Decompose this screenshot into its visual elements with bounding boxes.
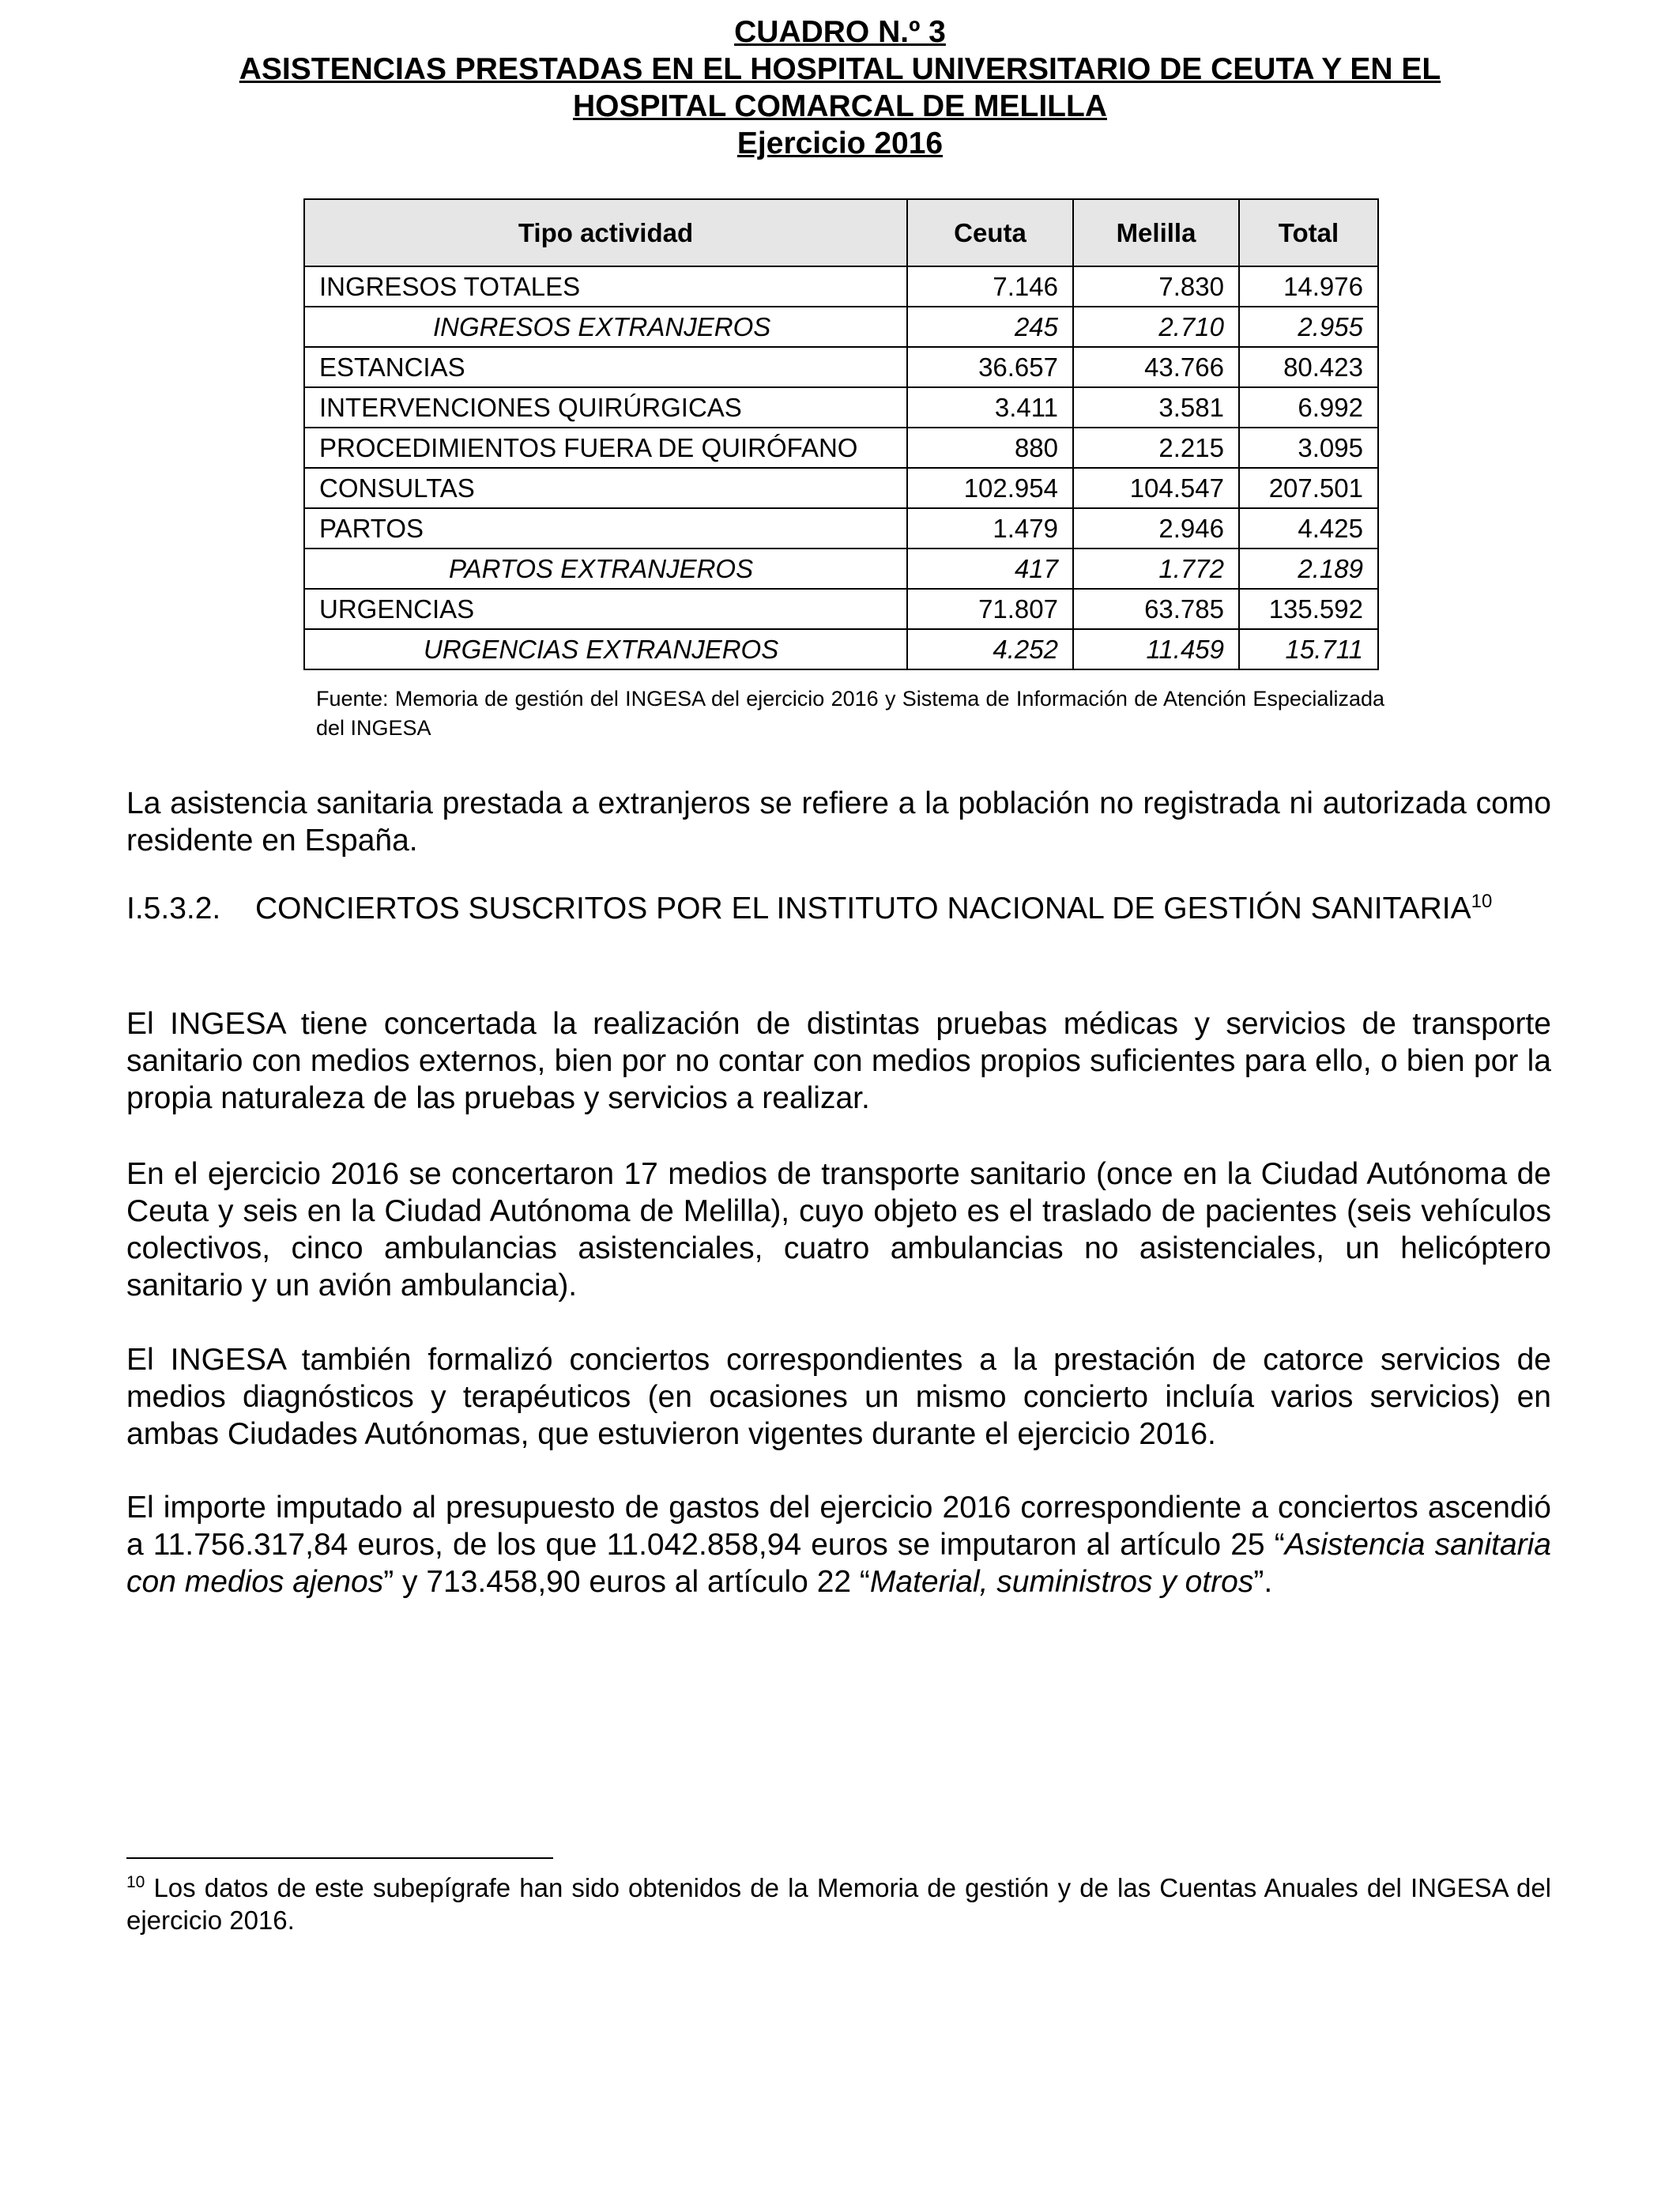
row-label-cell: ESTANCIAS	[304, 347, 907, 387]
table-row	[304, 387, 1378, 428]
row-label-cell: INGRESOS EXTRANJEROS	[304, 307, 907, 347]
row-label-cell: CONSULTAS	[304, 468, 907, 508]
melilla-value-cell: 1.772	[1073, 548, 1239, 589]
row-label-cell: URGENCIAS	[304, 589, 907, 629]
total-value-cell: 4.425	[1239, 508, 1378, 548]
total-value-cell: 2.189	[1239, 548, 1378, 589]
row-label-cell: PARTOS	[304, 508, 907, 548]
activity-table	[303, 198, 1379, 670]
section-title: CONCIERTOS SUSCRITOS POR EL INSTITUTO NACIONAL DE GESTIÓN SANITARIA$^{10}$	[255, 891, 1493, 925]
column-header-total: Total	[1239, 199, 1378, 266]
ceuta-value-cell: 4.252	[907, 629, 1073, 669]
paragraph-ingesa-concerts: El INGESA tiene concertada la realización de distintas pruebas médicas y servicios de transporte sanitario con medios externos, bien por no contar con medios propios suficientes para ello, o bien por la propia naturaleza de las pruebas y servicios a realizar.	[126, 1007, 1551, 1115]
table-row	[304, 548, 1378, 589]
total-value-cell: 6.992	[1239, 387, 1378, 428]
ceuta-value-cell: 102.954	[907, 468, 1073, 508]
table-row	[304, 428, 1378, 468]
column-header-activity: Tipo actividad	[304, 199, 907, 266]
table-row	[304, 508, 1378, 548]
table-year: Ejercicio 2016	[736, 126, 944, 160]
table-source-note: Fuente: Memoria de gestión del INGESA del ejercicio 2016 y Sistema de Información de Atención Especializada del INGESA	[316, 687, 1384, 740]
row-label-cell: PARTOS EXTRANJEROS	[304, 548, 907, 589]
total-value-cell: 14.976	[1239, 266, 1378, 307]
melilla-value-cell: 7.830	[1073, 266, 1239, 307]
paragraph-transport: En el ejercicio 2016 se concertaron 17 medios de transporte sanitario (once en la Ciudad Autónoma de Ceuta y seis en la Ciudad Autónoma de Melilla), cuyo objeto es el traslado de pacientes (seis vehículos colectivos, cinco ambulancias asistenciales, cuatro ambulancias no asistenciales, un helicóptero sanitario y un avión ambulancia).	[126, 1157, 1551, 1302]
total-value-cell: 15.711	[1239, 629, 1378, 669]
ceuta-value-cell: 7.146	[907, 266, 1073, 307]
total-value-cell: 135.592	[1239, 589, 1378, 629]
table-header-row	[304, 199, 1378, 266]
table-title-line-2: HOSPITAL COMARCAL DE MELILLA	[573, 89, 1107, 123]
ceuta-value-cell: 245	[907, 307, 1073, 347]
melilla-value-cell: 3.581	[1073, 387, 1239, 428]
total-value-cell: 2.955	[1239, 307, 1378, 347]
table-number: CUADRO N.º 3	[734, 15, 946, 49]
footnote: $^{10}$ Los datos de este subepígrafe han sido obtenidos de la Memoria de gestión y de las Cuentas Anuales del INGESA del ejercicio 2016.	[126, 1873, 1551, 1935]
ceuta-value-cell: 417	[907, 548, 1073, 589]
melilla-value-cell: 2.946	[1073, 508, 1239, 548]
paragraph-amounts: El importe imputado al presupuesto de gastos del ejercicio 2016 correspondiente a conciertos ascendió a 11.756.317,84 euros, de los que 11.042.858,94 euros se imputaron al artículo 25 “Asistencia sanitaria con medios ajenos” y 713.458,90 euros al artículo 22 “Material, suministros y otros”.	[126, 1491, 1551, 1599]
table-title-line-1: ASISTENCIAS PRESTADAS EN EL HOSPITAL UNIVERSITARIO DE CEUTA Y EN EL	[239, 52, 1441, 86]
paragraph-diagnostic-services: El INGESA también formalizó conciertos correspondientes a la prestación de catorce servicios de medios diagnósticos y terapéuticos (en ocasiones un mismo concierto incluía varios servicios) en ambas Ciudades Autónomas, que estuvieron vigentes durante el ejercicio 2016.	[126, 1343, 1551, 1451]
ceuta-value-cell: 71.807	[907, 589, 1073, 629]
footnote-separator	[126, 1857, 553, 1859]
row-label-cell: URGENCIAS EXTRANJEROS	[304, 629, 907, 669]
ceuta-value-cell: 1.479	[907, 508, 1073, 548]
row-label-cell: INTERVENCIONES QUIRÚRGICAS	[304, 387, 907, 428]
melilla-value-cell: 2.215	[1073, 428, 1239, 468]
footnote-mark: 10	[126, 1873, 145, 1891]
table-row	[304, 468, 1378, 508]
total-value-cell: 3.095	[1239, 428, 1378, 468]
melilla-value-cell: 43.766	[1073, 347, 1239, 387]
table-row	[304, 629, 1378, 669]
paragraph-foreigners: La asistencia sanitaria prestada a extranjeros se refiere a la población no registrada ni autorizada como residente en España.	[126, 786, 1551, 858]
melilla-value-cell: 2.710	[1073, 307, 1239, 347]
melilla-value-cell: 104.547	[1073, 468, 1239, 508]
row-label-cell: PROCEDIMIENTOS FUERA DE QUIRÓFANO	[304, 428, 907, 468]
ceuta-value-cell: 3.411	[907, 387, 1073, 428]
column-header-melilla: Melilla	[1073, 199, 1239, 266]
section-heading	[126, 890, 1551, 927]
footnote-ref: 10	[1471, 891, 1493, 912]
total-value-cell: 80.423	[1239, 347, 1378, 387]
column-header-ceuta: Ceuta	[907, 199, 1073, 266]
table-row	[304, 266, 1378, 307]
ceuta-value-cell: 880	[907, 428, 1073, 468]
melilla-value-cell: 11.459	[1073, 629, 1239, 669]
melilla-value-cell: 63.785	[1073, 589, 1239, 629]
total-value-cell: 207.501	[1239, 468, 1378, 508]
table-row	[304, 307, 1378, 347]
table-row	[304, 347, 1378, 387]
table-row	[304, 589, 1378, 629]
row-label-cell: INGRESOS TOTALES	[304, 266, 907, 307]
ceuta-value-cell: 36.657	[907, 347, 1073, 387]
section-number: I.5.3.2.	[126, 892, 221, 925]
